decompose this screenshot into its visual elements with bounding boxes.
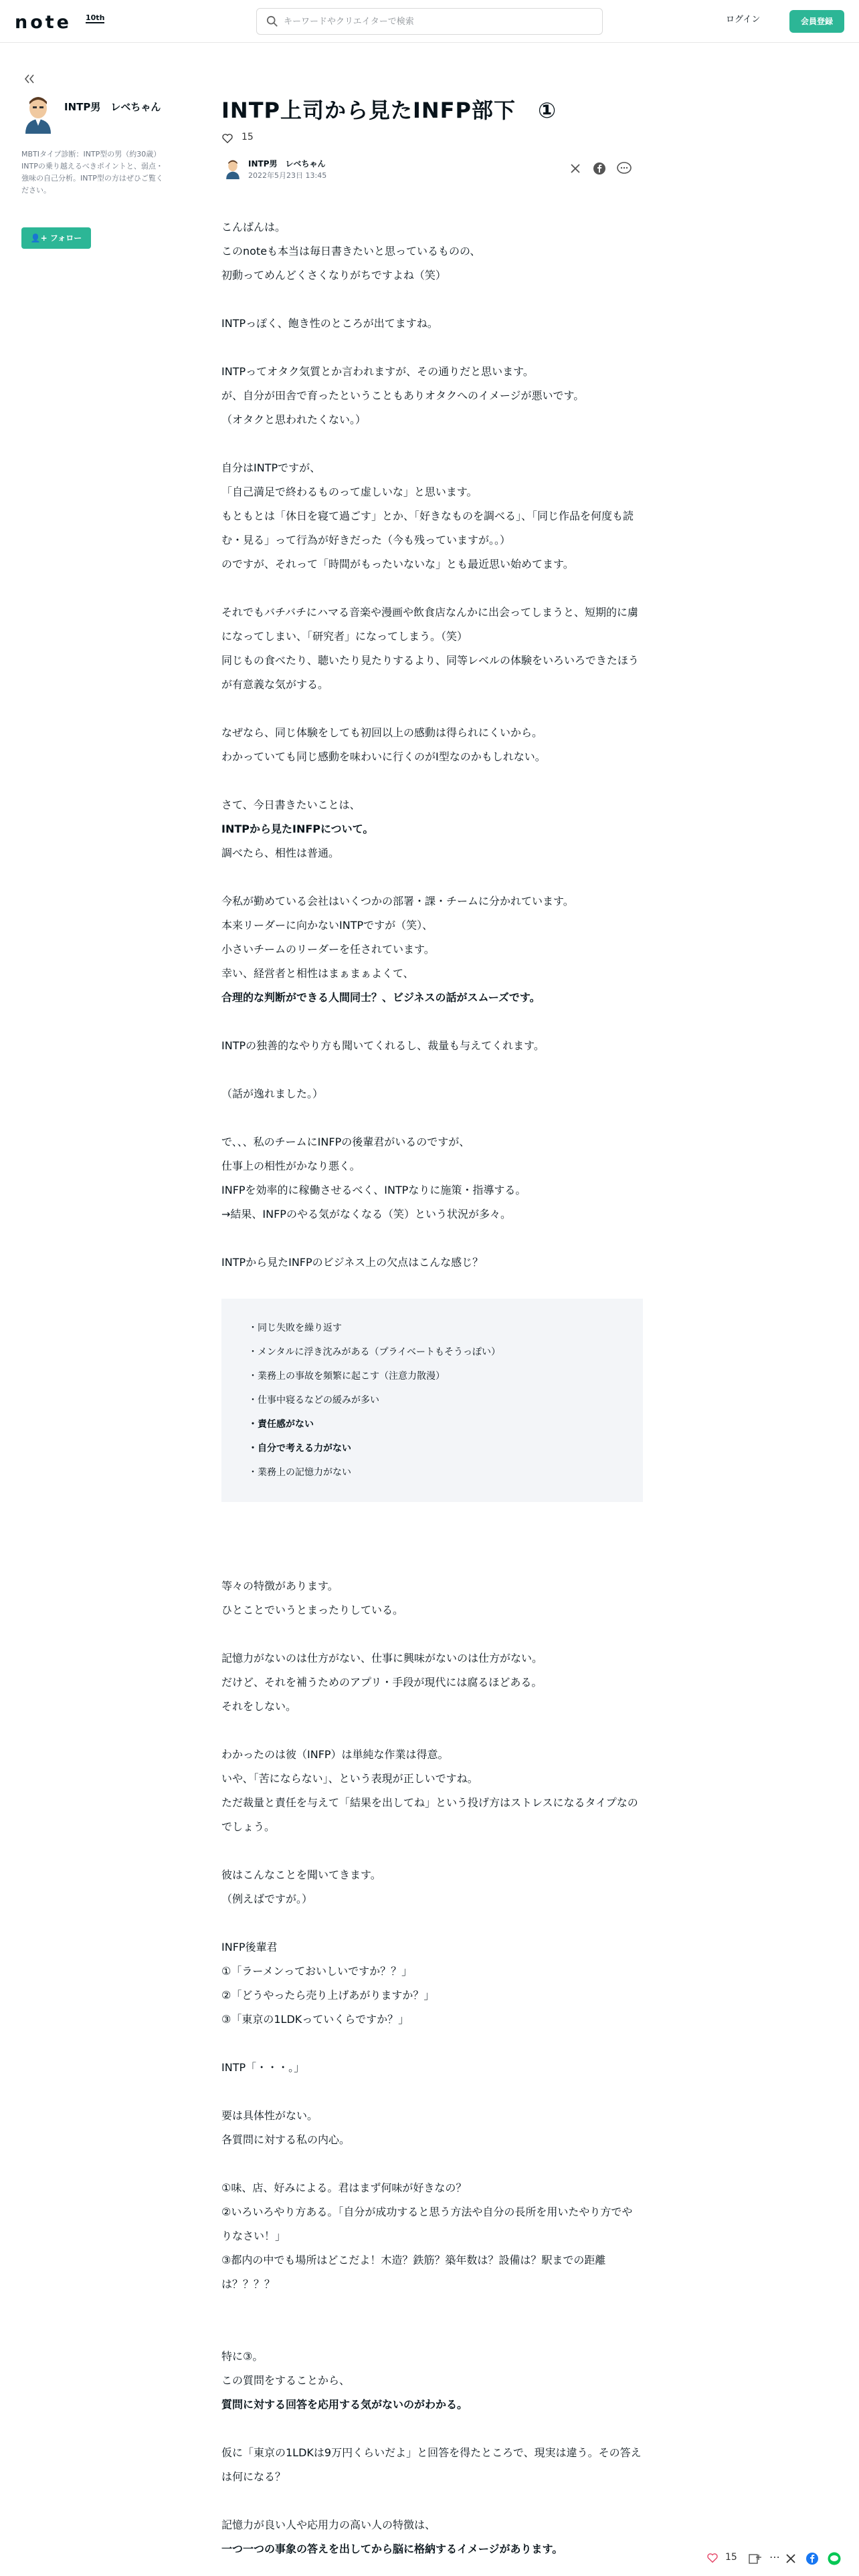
sidebar-author-name[interactable]: INTP男 レベちゃん: [64, 101, 161, 113]
text-line: 記憶力がないのは仕方がない、仕事に興味がないのは仕方がない。: [221, 1652, 543, 1665]
text-line: ③都内の中でも場所はどこだよ！木造？鉄筋？築年数は？設備は？駅までの距離は？？？？: [221, 2254, 606, 2290]
text-line: INTPの独善的なやり方も聞いてくれるし、裁量も与えてくれます。: [221, 1039, 545, 1052]
text-line: 等々の特徴があります。: [221, 1580, 339, 1592]
text-line: 「自己満足で終わるものって虚しいな」と思います。: [221, 486, 478, 498]
line-share-icon[interactable]: [827, 2552, 842, 2565]
comment-share-icon[interactable]: [617, 162, 632, 175]
text-line: 各質問に対する私の内心。: [221, 2133, 351, 2146]
text-line: 自分はINTPですが、: [221, 461, 321, 474]
paragraph: [221, 2104, 643, 2152]
text-line: それでもバチバチにハマる音楽や漫画や飲食店なんかに出会ってしまうと、短期的に虜になってしまい、「研究者」になってしまう。（笑）: [221, 606, 639, 643]
text-line: が、自分が田舎で育ったということもありオタクへのイメージが悪いです。: [221, 389, 585, 402]
paragraph: [221, 2441, 643, 2489]
quote-block: [221, 1299, 643, 1502]
text-line: それをしない。: [221, 1700, 297, 1713]
text-line: INTP「・・・。」: [221, 2061, 305, 2074]
paragraph: [221, 215, 643, 288]
text-line: （例えばですが。）: [221, 1893, 313, 1905]
text-line: わかったのは彼（INFP）は単純な作業は得意。: [221, 1748, 449, 1761]
paragraph: [221, 360, 643, 432]
text-line: 質問に対する回答を応用する気がないのがわかる。: [221, 2398, 468, 2411]
text-line: いや、「苦にならない」、という表現が正しいですね。: [221, 1772, 478, 1785]
heart-icon[interactable]: [221, 132, 233, 144]
text-line: ただ裁量と責任を与えて「結果を出してね」という投げ方はストレスになるタイプなのでしょう。: [221, 1796, 638, 1833]
text-line: ひとことでいうとまったりしている。: [221, 1604, 404, 1616]
person-plus-icon: 👤+: [30, 233, 47, 243]
magazine-add-icon[interactable]: [748, 2552, 761, 2565]
paragraph: [221, 1935, 643, 2032]
quote-item: ・メンタルに浮き沈みがある（プライベートもそうっぽい）: [248, 1347, 501, 1358]
text-line: INTPから見たINFPのビジネス上の欠点はこんな感じ？: [221, 1256, 484, 1269]
text-line: だけど、それを補うためのアプリ・手段が現代には腐るほどある。: [221, 1676, 543, 1689]
text-line: 仕事上の相性がかなり悪く。: [221, 1160, 361, 1172]
post-date: 2022年5月23日 13:45: [248, 171, 327, 180]
facebook-share-icon[interactable]: [805, 2552, 819, 2565]
paragraph: [221, 1574, 643, 1622]
like-count[interactable]: 15: [242, 132, 254, 142]
text-line: ②いろいろやり方ある。「自分が成功すると思う方法や自分の長所を用いたやり方でやりなさい！」: [221, 2206, 633, 2242]
author-small-avatar[interactable]: [224, 159, 242, 179]
paragraph: [221, 2513, 643, 2561]
text-line: 本来リーダーに向かないINTPですが（笑）、: [221, 919, 434, 932]
text-line: 彼はこんなことを聞いてきます。: [221, 1868, 381, 1881]
text-line: ②「どうやったら売り上げあがりますか？」: [221, 1989, 435, 2002]
login-link[interactable]: ログイン: [726, 15, 761, 25]
text-line: こんばんは。: [221, 221, 286, 233]
follow-label: フォロー: [50, 233, 82, 243]
text-line: 特に③。: [221, 2350, 264, 2363]
text-line: INTPってオタク気質とか言われますが、その通りだと思います。: [221, 365, 534, 378]
heart-icon[interactable]: [706, 2552, 719, 2564]
anniversary-badge: 10th: [86, 13, 105, 22]
bottom-like-count[interactable]: 15: [725, 2552, 737, 2563]
text-line: もともとは「休日を寝て過ごす」とか、「好きなものを調べる」、「同じ作品を何度も読む・見る」って行為が好きだった（今も残っていますが。。）: [221, 510, 634, 546]
author-avatar[interactable]: [21, 95, 55, 134]
text-line: で、、、私のチームにINFPの後輩君がいるのですが、: [221, 1136, 470, 1148]
paragraph: [221, 1863, 643, 1911]
paragraph: [221, 1646, 643, 1719]
text-line: なぜなら、同じ体験をしても初回以上の感動は得られにくいから。: [221, 726, 543, 739]
paragraph: [221, 312, 643, 336]
text-line: INTPから見たINFPについて。: [221, 823, 374, 835]
text-line: INTPっぽく、飽き性のところが出てますね。: [221, 317, 438, 330]
article-author-name[interactable]: INTP男 レベちゃん: [248, 159, 326, 169]
quote-item: ・業務上の記憶力がない: [248, 1467, 351, 1478]
x-share-icon[interactable]: [785, 2553, 796, 2564]
text-line: ①味、店、好みによる。君はまず何味が好きなの？: [221, 2181, 467, 2194]
paragraph: [221, 1082, 643, 1106]
paragraph: [221, 2056, 643, 2080]
note-logo[interactable]: note: [15, 12, 72, 33]
paragraph: [221, 601, 643, 697]
text-line: のですが、それって「時間がもったいないな」とも最近思い始めてます。: [221, 558, 574, 570]
paragraph: [221, 2345, 643, 2417]
quote-item: ・仕事中寝るなどの緩みが多い: [248, 1395, 379, 1406]
quote-item: ・自分で考える力がない: [248, 1443, 351, 1454]
text-line: ③「東京の1LDKっていくらですか？」: [221, 2013, 409, 2026]
article-body: [221, 215, 643, 1526]
article-body-continued: [221, 1574, 643, 2576]
text-line: 調べたら、相性は普通。: [221, 847, 340, 859]
text-line: このnoteも本当は毎日書きたいと思っているものの、: [221, 245, 481, 257]
paragraph: [221, 1251, 643, 1275]
sidebar-author-description: MBTIタイプ診断：INTP型の男（約30歳） INTPの乗り越えるべきポイントと、弱点・強味の自己分析。INTP型の方はぜひご覧ください。: [21, 150, 165, 195]
search-input[interactable]: [284, 9, 591, 34]
search-box[interactable]: [256, 8, 603, 35]
text-line: 記憶力が良い人や応用力の高い人の特徴は、: [221, 2518, 436, 2531]
collapse-sidebar-icon[interactable]: [23, 72, 36, 86]
quote-item: ・業務上の事故を頻繁に起こす（注意力散漫）: [248, 1371, 445, 1382]
text-line: さて、今日書きたいことは、: [221, 798, 361, 811]
text-line: 幸い、経営者と相性はまぁまぁよくて、: [221, 967, 414, 980]
text-line: 初動ってめんどくさくなりがちですよね（笑）: [221, 269, 446, 282]
text-line: 小さいチームのリーダーを任されています。: [221, 943, 435, 956]
text-line: →結果、INFPのやる気がなくなる（笑）という状況が多々。: [221, 1208, 511, 1220]
follow-button[interactable]: [21, 227, 91, 249]
register-button[interactable]: 会員登録: [789, 10, 844, 33]
text-line: （話が逸れました。）: [221, 1087, 324, 1100]
paragraph: [221, 721, 643, 769]
paragraph: [221, 2176, 643, 2296]
text-line: INFP後輩君: [221, 1941, 278, 1953]
more-options-icon[interactable]: ⋯: [769, 2551, 780, 2563]
article-title: INTP上司から見たINFP部下 ①: [221, 98, 557, 123]
paragraph: [221, 1743, 643, 1839]
text-line: ①「ラーメンっておいしいですか？？」: [221, 1965, 413, 1977]
quote-item: ・責任感がない: [248, 1419, 314, 1430]
search-icon: [266, 15, 278, 27]
text-line: 仮に「東京の1LDKは9万円くらいだよ」と回答を得たところで、現実は違う。その答えは何になる？: [221, 2446, 642, 2483]
text-line: わかっていても同じ感動を味わいに行くのがI型なのかもしれない。: [221, 750, 546, 763]
site-header: [0, 0, 859, 43]
paragraph: [221, 456, 643, 576]
text-line: 一つ一つの事象の答えを出してから脳に格納するイメージがあります。: [221, 2543, 563, 2555]
text-line: 要は具体性がない。: [221, 2109, 318, 2122]
paragraph: [221, 1130, 643, 1226]
paragraph: [221, 889, 643, 1010]
text-line: INFPを効率的に稼働させるべく、INTPなりに施策・指導する。: [221, 1184, 527, 1196]
facebook-share-icon[interactable]: [593, 162, 606, 175]
bottom-action-bar: [706, 2549, 854, 2569]
paragraph: [221, 793, 643, 865]
text-line: この質問をすることから、: [221, 2374, 351, 2387]
quote-item: ・同じ失敗を繰り返す: [248, 1323, 342, 1333]
x-share-icon[interactable]: [570, 163, 581, 174]
text-line: （オタクと思われたくない。）: [221, 413, 367, 426]
text-line: 今私が勤めている会社はいくつかの部署・課・チームに分かれています。: [221, 895, 574, 907]
paragraph: [221, 1034, 643, 1058]
text-line: 合理的な判断ができる人間同士？、ビジネスの話がスムーズです。: [221, 991, 541, 1004]
text-line: 同じもの食べたり、聴いたり見たりするより、同等レベルの体験をいろいろできたほうが有意義な気がする。: [221, 654, 639, 691]
